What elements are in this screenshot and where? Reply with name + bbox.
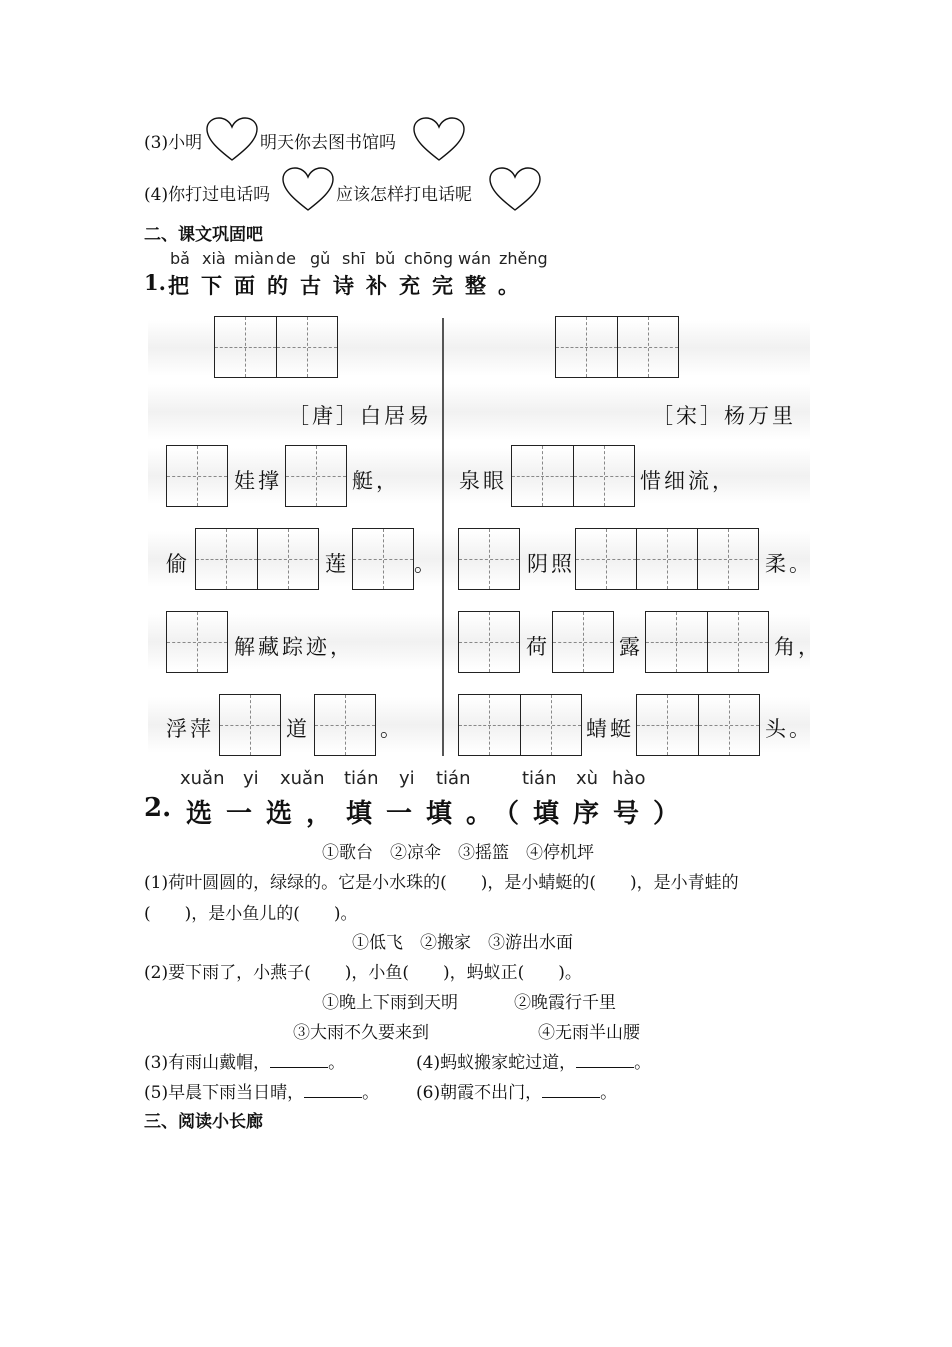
heart-blank-icon[interactable] — [412, 116, 466, 164]
options-list: ①歌台 ②凉伞 ③摇篮 ④停机坪 — [322, 843, 594, 863]
question-3: (3)有雨山戴帽， 。 — [144, 1053, 346, 1073]
poem-text: 道 — [286, 717, 310, 741]
q4-middle: 应该怎样打电话呢 — [336, 185, 472, 205]
answer-box[interactable] — [458, 611, 520, 673]
q4-prefix: (4)你打过电话吗 — [144, 185, 271, 205]
pinyin: bǎ — [170, 249, 190, 268]
answer-box[interactable] — [458, 694, 582, 756]
question-4: (4)蚂蚁搬家蛇过道， 。 — [416, 1053, 652, 1073]
poem-text: 柔。 — [765, 552, 813, 576]
heart-blank-icon[interactable] — [281, 166, 335, 214]
poem-text: 惜细流， — [640, 469, 736, 493]
answer-box[interactable] — [352, 528, 414, 590]
question-1-line1: (1)荷叶圆圆的，绿绿的。它是小水珠的( )，是小蜻蜓的( )，是小青蛙的 — [144, 873, 739, 893]
pinyin: yi — [399, 768, 415, 789]
poem-text: 莲 — [325, 552, 349, 576]
poem-title-boxes-left[interactable] — [214, 316, 338, 378]
poem-text: 偷 — [166, 552, 190, 576]
answer-box[interactable] — [645, 611, 769, 673]
poem-author-right: ［宋］杨万里 — [652, 404, 796, 428]
pinyin: tián — [344, 768, 379, 789]
answer-blank[interactable] — [576, 1053, 634, 1068]
answer-blank[interactable] — [304, 1083, 362, 1098]
question-6: (6)朝霞不出门， 。 — [416, 1083, 618, 1103]
answer-blank[interactable] — [542, 1083, 600, 1098]
poem-text: 艇， — [352, 469, 400, 493]
pinyin: xuǎn — [280, 768, 325, 789]
answer-box[interactable] — [195, 528, 319, 590]
poem-text: 荷 — [526, 635, 550, 659]
poem-text: 解藏踪迹， — [234, 635, 354, 659]
options-list: ①低飞 ②搬家 ③游出水面 — [352, 933, 573, 953]
poem-text: 。 — [414, 552, 438, 576]
poem-text: 头。 — [765, 717, 813, 741]
pinyin: yi — [243, 768, 259, 789]
pinyin: xuǎn — [180, 768, 225, 789]
pinyin: tián — [436, 768, 471, 789]
option-item: ④无雨半山腰 — [538, 1023, 640, 1043]
heart-blank-icon[interactable] — [488, 166, 542, 214]
pinyin: hào — [612, 768, 646, 789]
answer-box[interactable] — [314, 694, 376, 756]
pinyin: wán — [458, 249, 492, 268]
pinyin: bǔ — [375, 249, 396, 268]
section-title-reading: 三、阅读小长廊 — [144, 1112, 263, 1132]
pinyin: tián — [522, 768, 557, 789]
poem-text: 露 — [619, 635, 643, 659]
pinyin: miàn — [234, 249, 274, 268]
section-title-review: 二、课文巩固吧 — [144, 225, 263, 245]
q3-middle: 明天你去图书馆吗 — [260, 133, 396, 153]
question-5: (5)早晨下雨当日晴， 。 — [144, 1083, 380, 1103]
answer-box[interactable] — [636, 694, 760, 756]
option-item: ③大雨不久要来到 — [293, 1023, 429, 1043]
poem-text: 角， — [774, 635, 822, 659]
heart-blank-icon[interactable] — [205, 116, 259, 164]
poem-text: 泉眼 — [459, 469, 507, 493]
q3-prefix: (3)小明 — [144, 133, 203, 153]
answer-box[interactable] — [219, 694, 281, 756]
answer-box[interactable] — [458, 528, 520, 590]
poem-text: 娃撑 — [234, 469, 282, 493]
poem-title-boxes-right[interactable] — [555, 316, 679, 378]
answer-box[interactable] — [575, 528, 759, 590]
pinyin: zhěng — [499, 249, 548, 268]
poem-text: 浮萍 — [166, 717, 214, 741]
poem-text: 蜻蜓 — [586, 717, 634, 741]
answer-box[interactable] — [552, 611, 614, 673]
task1-title: 把下面的古诗补充完整。 — [168, 273, 531, 298]
question-2: (2)要下雨了，小燕子( )，小鱼( )，蚂蚁正( )。 — [144, 963, 582, 983]
option-item: ②晚霞行千里 — [514, 993, 616, 1013]
poem-text: 阴照 — [527, 552, 575, 576]
task2-number: 2. — [144, 793, 172, 823]
answer-box[interactable] — [511, 445, 635, 507]
answer-blank[interactable] — [270, 1053, 328, 1068]
task2-title: 选一选，填一填。（填序号） — [186, 799, 694, 829]
option-item: ①晚上下雨到天明 — [322, 993, 458, 1013]
pinyin: xù — [576, 768, 599, 789]
question-1-line2: ( )，是小鱼儿的( )。 — [144, 904, 358, 924]
pinyin: shī — [342, 249, 365, 268]
pinyin: gǔ — [310, 249, 331, 268]
poem-text: 。 — [380, 717, 404, 741]
pinyin: de — [276, 249, 296, 268]
column-divider — [442, 318, 444, 756]
answer-box[interactable] — [166, 445, 228, 507]
answer-box[interactable] — [166, 611, 228, 673]
task1-number: 1. — [144, 270, 166, 295]
pinyin: chōng — [404, 249, 454, 268]
poem-author-left: ［唐］白居易 — [288, 404, 432, 428]
answer-box[interactable] — [285, 445, 347, 507]
pinyin: xià — [202, 249, 226, 268]
